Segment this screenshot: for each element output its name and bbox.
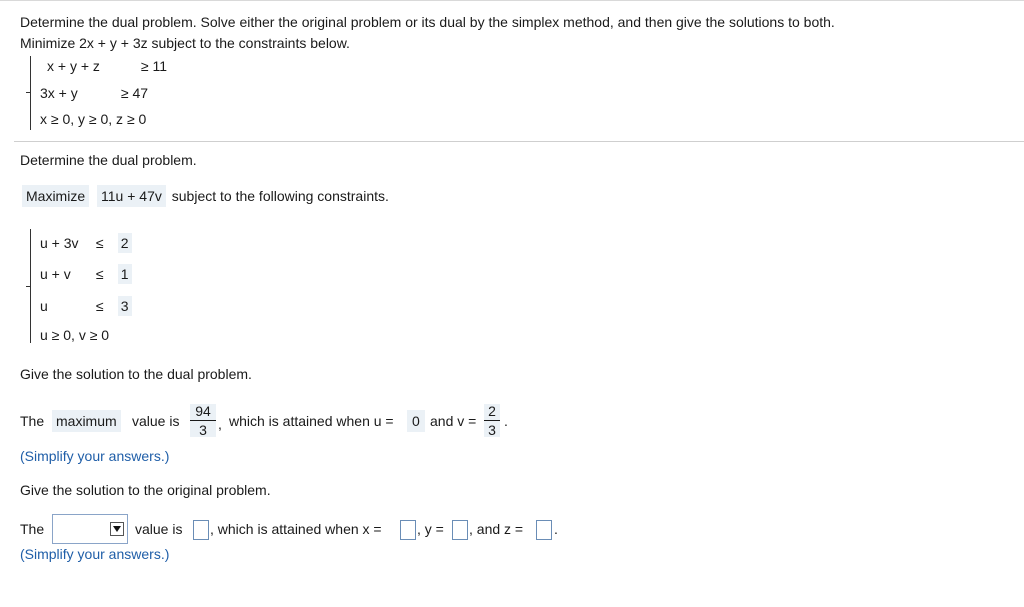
constraint-brace-tick [26, 92, 30, 93]
original-value-is-text: value is [135, 521, 183, 537]
dual-solution-the: The [20, 413, 45, 429]
dual-constraint-3-op: ≤ [95, 298, 104, 314]
original-y-label: , y = [417, 521, 444, 537]
dual-period: . [504, 413, 508, 429]
dual-nonneg: u ≥ 0, v ≥ 0 [40, 327, 110, 343]
dual-optimum-type-answer: maximum [52, 410, 121, 432]
dual-u-value-answer: 0 [407, 410, 425, 432]
dual-value-denominator: 3 [199, 422, 207, 438]
dual-constraint-2-op: ≤ [95, 266, 104, 282]
dual-solution-heading: Give the solution to the dual problem. [20, 366, 252, 382]
dual-constraint-row-1 [40, 233, 132, 253]
optimum-type-select[interactable] [52, 514, 128, 544]
constraint-1-lhs: x + y + z [47, 58, 100, 74]
problem-objective: Minimize 2x + y + 3z subject to the constraints below. [20, 35, 350, 51]
dual-v-numerator: 2 [488, 403, 496, 419]
constraint-row-1 [47, 58, 167, 74]
dual-constraint-2-lhs: u + v [40, 266, 71, 282]
x-value-input[interactable] [400, 520, 416, 540]
dual-constraint-row-2 [40, 264, 132, 284]
dropdown-arrow-icon[interactable] [110, 522, 124, 536]
dual-v-fraction [484, 404, 500, 437]
fraction-bar [190, 420, 216, 421]
z-value-input[interactable] [536, 520, 552, 540]
dual-attained-u-text: which is attained when u = [229, 413, 394, 429]
constraint-2-lhs: 3x + y [40, 85, 78, 101]
constraint-1-rhs: 11 [152, 58, 168, 74]
dual-constraint-1-lhs: u + 3v [40, 235, 79, 251]
constraint-brace [30, 56, 31, 130]
dual-constraint-1-op: ≤ [95, 235, 104, 251]
dual-subject-text: subject to the following constraints. [171, 188, 389, 204]
constraint-2-rhs: 47 [132, 85, 149, 101]
dual-value-is-text: value is [132, 413, 180, 429]
problem-instruction: Determine the dual problem. Solve either the original problem or its dual by the simplex method, and then give the solutions to both. [20, 14, 835, 30]
dual-constraint-2-rhs: 1 [118, 264, 132, 284]
constraint-row-2 [40, 85, 148, 101]
original-attained-x-text: , which is attained when x = [210, 521, 382, 537]
dual-value-numerator: 94 [195, 403, 211, 419]
original-solution-heading: Give the solution to the original problem. [20, 482, 271, 498]
section-divider [14, 141, 1024, 142]
dual-constraint-row-3 [40, 296, 132, 316]
dual-constraint-3-rhs: 3 [118, 296, 132, 316]
top-border [0, 0, 1024, 1]
constraint-1-op: ≥ [140, 58, 149, 74]
dual-objective-row [22, 185, 389, 207]
dual-heading: Determine the dual problem. [20, 152, 197, 168]
constraint-2-op: ≥ [120, 85, 129, 101]
y-value-input[interactable] [452, 520, 468, 540]
dual-comma: , [218, 416, 222, 432]
dual-simplify-hint: (Simplify your answers.) [20, 448, 170, 464]
dual-and-v-text: and v = [430, 413, 477, 429]
maximize-answer: Maximize [22, 185, 89, 207]
dual-v-denominator: 3 [488, 422, 496, 438]
original-period: . [554, 521, 558, 537]
dual-brace [30, 229, 31, 343]
dual-value-fraction [190, 404, 216, 437]
original-simplify-hint: (Simplify your answers.) [20, 546, 170, 562]
dual-objective-answer: 11u + 47v [97, 185, 166, 207]
original-solution-the: The [20, 521, 45, 537]
dual-constraint-3-lhs: u [40, 298, 48, 314]
dual-constraint-1-rhs: 2 [118, 233, 132, 253]
nonneg-constraints: x ≥ 0, y ≥ 0, z ≥ 0 [40, 111, 147, 127]
dual-brace-tick [26, 286, 30, 287]
original-z-label: , and z = [469, 521, 524, 537]
original-value-input[interactable] [193, 520, 209, 540]
fraction-bar [484, 420, 500, 421]
